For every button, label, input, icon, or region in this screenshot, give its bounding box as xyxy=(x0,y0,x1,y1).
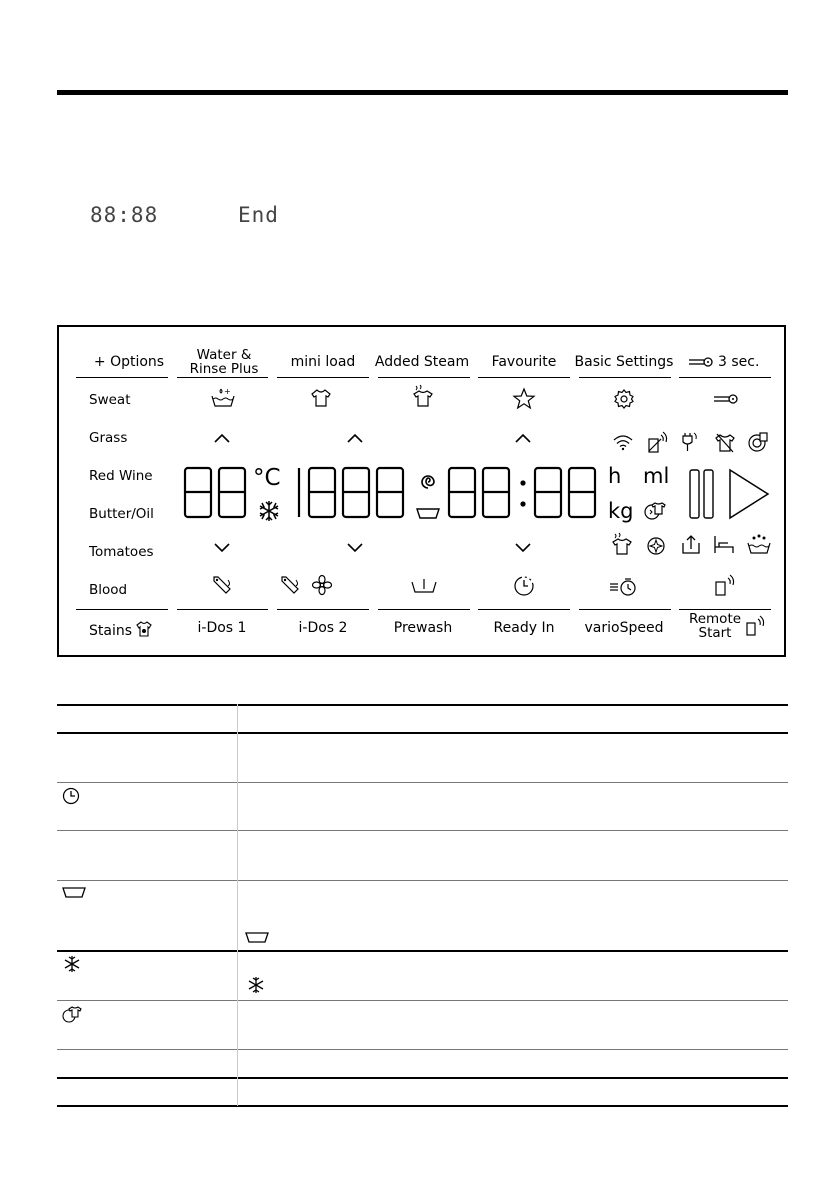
basic-settings-label[interactable]: Basic Settings xyxy=(574,354,674,370)
water-rinse-plus-label[interactable]: Water & Rinse Plus xyxy=(189,347,259,377)
underline xyxy=(277,609,369,610)
table-rule xyxy=(57,1000,788,1001)
hygiene-icon xyxy=(646,535,666,555)
load-detect-icon xyxy=(644,499,666,521)
drying-hanger-icon xyxy=(713,533,735,555)
stain-grass: Grass xyxy=(89,430,128,446)
stain-red-wine: Red Wine xyxy=(89,468,153,484)
underline xyxy=(177,609,268,610)
table-rule xyxy=(57,1049,788,1050)
wifi-icon xyxy=(613,434,633,450)
fabric-softener-flower-icon xyxy=(312,575,332,595)
underline xyxy=(277,377,369,378)
idos-tag-icon xyxy=(211,574,235,596)
top-rule xyxy=(57,90,788,95)
underline xyxy=(478,609,570,610)
options-label[interactable]: + Options xyxy=(93,354,165,370)
up-arrow-icon[interactable] xyxy=(214,433,230,443)
down-arrow-icon[interactable] xyxy=(347,543,363,553)
prewash-tub-icon xyxy=(62,886,86,898)
cold-wash-icon xyxy=(247,976,265,994)
variospeed-button[interactable]: varioSpeed xyxy=(584,620,664,636)
underline xyxy=(579,609,671,610)
stains-button[interactable]: Stains xyxy=(79,621,159,638)
underline xyxy=(679,377,771,378)
table-rule xyxy=(57,1077,788,1079)
remote-phone-icon xyxy=(647,431,669,453)
table-rule xyxy=(57,880,788,881)
unit-kg: kg xyxy=(608,499,634,523)
table-column-divider xyxy=(237,704,238,1106)
no-iron-icon xyxy=(714,431,736,453)
remote-phone-icon xyxy=(714,573,738,597)
temp-unit: °C xyxy=(253,465,281,491)
clock-icon xyxy=(513,575,535,597)
clock-icon xyxy=(62,787,80,805)
unit-ml: ml xyxy=(643,464,670,488)
favourite-label[interactable]: Favourite xyxy=(491,354,557,370)
added-steam-label[interactable]: Added Steam xyxy=(374,354,470,370)
underline xyxy=(177,377,268,378)
stain-shirt-icon xyxy=(136,621,152,637)
cold-wash-icon xyxy=(63,955,81,973)
intensive-wash-icon xyxy=(747,533,771,555)
down-arrow-icon[interactable] xyxy=(214,543,230,553)
underline xyxy=(378,377,470,378)
mini-load-label[interactable]: mini load xyxy=(290,354,356,370)
reload-laundry-icon xyxy=(680,533,702,555)
temperature-digits xyxy=(181,465,251,520)
table-rule xyxy=(57,732,788,734)
end-display-example: End xyxy=(238,203,279,227)
spin-icon xyxy=(419,473,437,491)
idos-tag-icon xyxy=(279,574,303,596)
underline xyxy=(76,377,168,378)
underline xyxy=(679,609,771,610)
underline xyxy=(378,609,470,610)
prewash-tub-icon xyxy=(416,507,440,519)
time-digits xyxy=(445,465,605,520)
underline xyxy=(76,609,168,610)
cold-wash-icon xyxy=(258,500,280,522)
plug-icon xyxy=(681,431,701,453)
stain-butter-oil: Butter/Oil xyxy=(89,506,154,522)
remote-phone-icon xyxy=(745,615,767,637)
spin-speed-digits xyxy=(295,465,415,520)
table-rule xyxy=(57,704,788,706)
table-rule xyxy=(57,782,788,783)
unit-hours: h xyxy=(608,464,622,488)
underline xyxy=(579,377,671,378)
control-panel xyxy=(57,325,786,657)
drum-clean-icon xyxy=(748,431,770,453)
steam-shirt-icon xyxy=(411,385,433,407)
start-play-icon[interactable] xyxy=(728,468,770,520)
star-icon xyxy=(513,388,535,409)
stain-blood: Blood xyxy=(89,582,128,598)
prewash-button[interactable]: Prewash xyxy=(393,620,453,636)
table-rule xyxy=(57,1105,788,1107)
idos1-button[interactable]: i-Dos 1 xyxy=(197,620,247,636)
up-arrow-icon[interactable] xyxy=(347,433,363,443)
idos2-button[interactable]: i-Dos 2 xyxy=(298,620,348,636)
water-plus-icon xyxy=(211,388,235,408)
table-rule xyxy=(57,950,788,952)
key-icon xyxy=(688,356,714,368)
stain-sweat: Sweat xyxy=(89,392,131,408)
up-arrow-icon[interactable] xyxy=(515,433,531,443)
load-detect-icon xyxy=(62,1004,82,1024)
stain-tomatoes: Tomatoes xyxy=(89,544,154,560)
shirt-icon xyxy=(311,389,331,407)
gear-icon xyxy=(614,389,634,409)
table-rule xyxy=(57,830,788,831)
svg-text:+: + xyxy=(224,387,231,396)
child-lock-3sec[interactable]: 3 sec. xyxy=(686,355,786,369)
ready-in-button[interactable]: Ready In xyxy=(493,620,555,636)
remote-start-button[interactable]: Remote Start xyxy=(688,611,742,641)
time-display-example: 88:88 xyxy=(90,203,159,227)
prewash-icon xyxy=(411,578,437,594)
variospeed-icon xyxy=(609,577,639,597)
steam-shirt-icon xyxy=(610,533,632,555)
prewash-tub-icon xyxy=(245,931,269,943)
key-icon xyxy=(713,393,739,405)
underline xyxy=(478,377,570,378)
down-arrow-icon[interactable] xyxy=(515,543,531,553)
pause-icon[interactable] xyxy=(688,468,718,520)
